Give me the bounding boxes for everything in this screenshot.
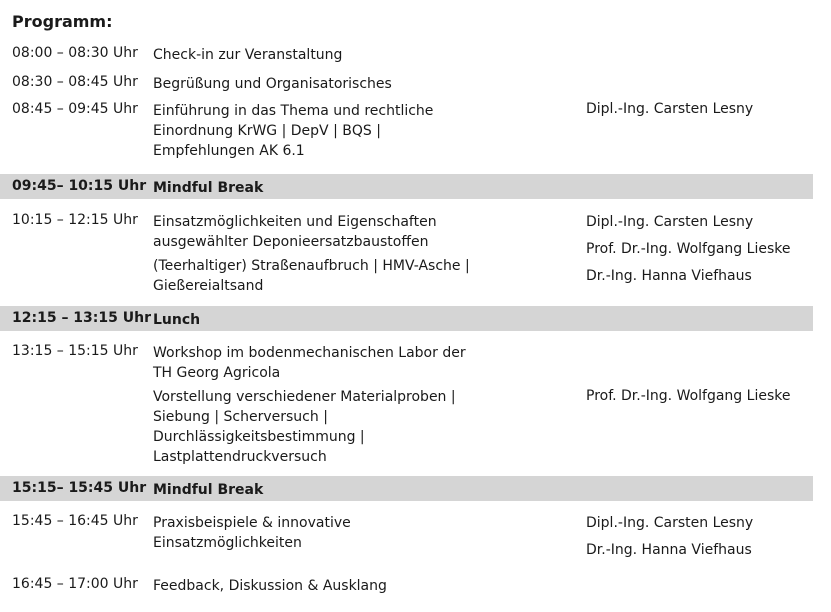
speaker-name: Dipl.-Ing. Carsten Lesny [586, 214, 754, 230]
speaker-name: Dr.-Ing. Hanna Viefhaus [586, 268, 752, 284]
time-slot: 09:45– 10:15 Uhr [12, 178, 147, 194]
session-topic [153, 343, 483, 467]
speaker-name: Prof. Dr.-Ing. Wolfgang Lieske [586, 241, 791, 257]
break-band [0, 174, 813, 199]
time-slot: 13:15 – 15:15 Uhr [12, 343, 138, 359]
session-topic: Mindful Break [153, 482, 264, 498]
session-topic: Lunch [153, 312, 201, 328]
session-topic: Praxisbeispiele & innovative Einsatzmöglichkeiten [153, 515, 351, 551]
session-main: Einsatzmöglichkeiten und Eigenschaften ausgewählter Deponieersatzbaustoffen [153, 214, 437, 250]
session-topic: Mindful Break [153, 180, 264, 196]
break-band [0, 476, 813, 501]
lunch-band [0, 306, 813, 331]
session-sub: (Teerhaltiger) Straßenaufbruch | HMV-Asche | Gießereialtsand [153, 258, 470, 294]
speaker-name: Dr.-Ing. Hanna Viefhaus [586, 542, 752, 558]
time-slot: 08:45 – 09:45 Uhr [12, 101, 138, 117]
time-slot: 15:15– 15:45 Uhr [12, 480, 147, 496]
time-slot: 15:45 – 16:45 Uhr [12, 513, 138, 529]
session-main: Workshop im bodenmechanischen Labor der TH Georg Agricola [153, 345, 466, 381]
program-title: Programm: [12, 12, 113, 31]
time-slot: 12:15 – 13:15 Uhr [12, 310, 151, 326]
speaker-name: Prof. Dr.-Ing. Wolfgang Lieske [586, 388, 791, 404]
session-topic: Begrüßung und Organisatorisches [153, 76, 392, 92]
session-topic: Check-in zur Veranstaltung [153, 47, 343, 63]
time-slot: 08:30 – 08:45 Uhr [12, 74, 138, 90]
session-sub: Vorstellung verschiedener Materialproben | Siebung | Scherversuch | Durchlässigkeitsbestimmung | Lastplattendruckversuch [153, 389, 456, 465]
session-topic [153, 212, 483, 296]
speaker-name: Dipl.-Ing. Carsten Lesny [586, 101, 754, 117]
session-topic: Einführung in das Thema und rechtliche Einordnung KrWG | DepV | BQS | Empfehlungen AK 6.1 [153, 103, 434, 159]
session-topic: Feedback, Diskussion & Ausklang [153, 578, 387, 594]
speaker-name: Dipl.-Ing. Carsten Lesny [586, 515, 754, 531]
time-slot: 16:45 – 17:00 Uhr [12, 576, 138, 592]
time-slot: 08:00 – 08:30 Uhr [12, 45, 138, 61]
time-slot: 10:15 – 12:15 Uhr [12, 212, 138, 228]
